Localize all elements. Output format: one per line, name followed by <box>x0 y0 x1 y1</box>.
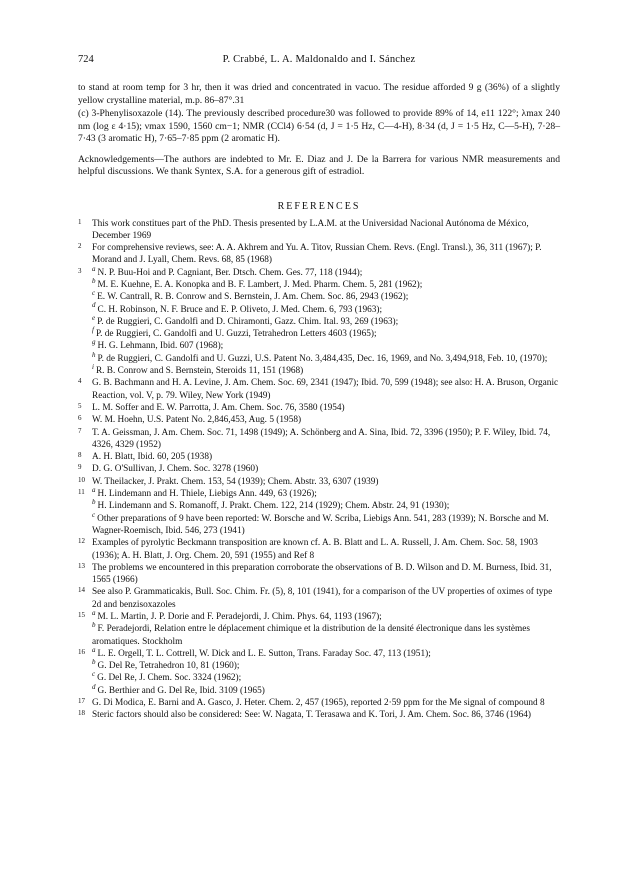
reference-text: M. E. Kuehne, E. A. Konopka and B. F. Lambert, J. Med. Pharm. Chem. 5, 281 (1962); <box>97 279 423 290</box>
reference-subitem-marker: a <box>92 645 96 654</box>
reference-number: 7 <box>78 426 82 435</box>
reference-text: P. de Ruggieri, C. Gandolfi and D. Chiramonti, Gazz. Chim. Ital. 93, 269 (1963); <box>97 316 399 327</box>
body-paragraph: to stand at room temp for 3 hr, then it was dried and concentrated in vacuo. The residue afforded 9 g (36%) of a slightly yellow crystalline material, m.p. 86–87°.31 <box>78 82 560 106</box>
reference-text: G. Del Re, J. Chem. Soc. 3324 (1962); <box>97 673 242 684</box>
reference-subitem <box>78 313 560 328</box>
reference-subitem <box>78 362 560 377</box>
reference-text: The problems we encountered in this preparation corroborate the observations of B. D. Wilson and D. M. Burness, Ibid. 31, 1565 (1966) <box>92 562 552 586</box>
reference-subitem-marker: g <box>92 338 96 347</box>
reference-text: G. B. Bachmann and H. A. Levine, J. Am. Chem. Soc. 69, 2341 (1947); Ibid. 70, 599 (1948); see also: H. A. Bruson, Organic Reaction, vol. V, p. 79. Wiley, New York (1949) <box>92 378 559 401</box>
reference-subitem-marker: a <box>92 485 96 494</box>
reference-text: H. Lindemann and H. Thiele, Liebigs Ann. 449, 63 (1926); <box>97 489 317 500</box>
reference-subitem-marker: b <box>92 658 96 667</box>
reference-number: 9 <box>78 463 82 472</box>
reference-item <box>78 476 560 488</box>
reference-subitem-marker: e <box>92 313 96 322</box>
reference-subitem <box>78 328 560 340</box>
reference-subitem <box>78 264 560 279</box>
reference-number: 2 <box>78 242 82 251</box>
reference-number: 11 <box>78 488 85 497</box>
reference-subitem-marker: i <box>92 362 94 371</box>
reference-subitem-marker: c <box>92 289 96 298</box>
reference-text: G. Del Re, Tetrahedron 10, 81 (1960); <box>97 661 240 672</box>
reference-number: 6 <box>78 414 82 423</box>
reference-text: Steric factors should also be considered: See: W. Nagata, T. Terasawa and K. Tori, J. Am. Chem. Soc. 86, 3746 (1964) <box>92 710 532 721</box>
reference-number: 10 <box>78 475 85 484</box>
references-list <box>78 218 560 722</box>
paper-page <box>78 54 560 722</box>
reference-text: H. Lindemann and S. Romanoff, J. Prakt. Chem. 122, 214 (1929); Chem. Abstr. 24, 91 (1930); <box>97 501 450 512</box>
reference-number: 18 <box>78 709 85 718</box>
page-number: 724 <box>78 54 94 65</box>
running-head <box>78 54 560 70</box>
reference-text: N. P. Buu-Hoi and P. Cagniant, Ber. Dtsch. Chem. Ges. 77, 118 (1944); <box>97 267 363 278</box>
reference-text: T. A. Geissman, J. Am. Chem. Soc. 71, 1498 (1949); A. Schönberg and A. Sina, Ibid. 72, 3396 (1950); P. F. Wiley, Ibid. 74, 4326, 4329 (1952) <box>92 427 551 450</box>
reference-item <box>78 463 560 475</box>
reference-number: 17 <box>78 697 85 706</box>
reference-item <box>78 414 560 426</box>
reference-text: L. E. Orgell, T. L. Cottrell, W. Dick and L. E. Sutton, Trans. Faraday Soc. 47, 113 (1951); <box>97 648 431 659</box>
reference-subitem-marker: c <box>92 670 96 679</box>
acknowledgements: Acknowledgements—The authors are indebted to Mr. E. Diaz and J. De la Barrera for various NMR measurements and helpful discussions. We thank Syntex, S.A. for a generous gift of estradiol. <box>78 153 560 177</box>
reference-text: L. M. Soffer and E. W. Parrotta, J. Am. Chem. Soc. 76, 3580 (1954) <box>92 402 345 413</box>
reference-subitem-marker: d <box>92 682 96 691</box>
reference-text: W. M. Hoehn, U.S. Patent No. 2,846,453, Aug. 5 (1958) <box>92 415 302 426</box>
reference-number: 15 <box>78 611 85 619</box>
reference-subitem <box>78 623 560 648</box>
reference-number: 1 <box>78 217 82 226</box>
reference-number: 4 <box>78 377 82 386</box>
body-paragraph: (c) 3-Phenylisoxazole (14). The previously described procedure30 was followed to provide 89% of 14, e11 122°; λmax 240 nm (log ε 4·15); νmax 1590, 1560 cm−1; NMR (CCl4) 6·54 (d, J = 1·5 Hz, C—4-H), 8·34 (d, J = 1·5 Hz, C—5-H), 7·28–7·43 (3 aromatic H), 7·65–7·85 ppm (2 aromatic H). <box>78 108 560 144</box>
reference-text: D. G. O'Sullivan, J. Chem. Soc. 3278 (1960) <box>92 464 259 475</box>
reference-text: For comprehensive reviews, see: A. A. Akhrem and Yu. A. Titov, Russian Chem. Revs. (Engl. Transl.), 36, 311 (1967); P. Morand and J. Lyall, Chem. Revs. 68, 85 (1968) <box>92 243 542 266</box>
reference-text: This work constitues part of the PhD. Thesis presented by L.A.M. at the Universidad Nacional Autónoma de México, December 1969 <box>92 218 529 241</box>
reference-text: G. Di Modica, E. Barni and A. Gasco, J. Heter. Chem. 2, 457 (1965), reported 2·59 ppm for the Me signal of compound 8 <box>92 698 545 709</box>
reference-text: W. Theilacker, J. Prakt. Chem. 153, 54 (1939); Chem. Abstr. 33, 6307 (1939) <box>92 476 379 487</box>
reference-number: 5 <box>78 401 82 410</box>
reference-text: F. Peradejordi, Relation entre le déplacement chimique et la distribution de la densité électronique dans les systèmes aromatiques. Stockholm <box>92 624 530 647</box>
reference-text: H. G. Lehmann, Ibid. 607 (1968); <box>97 341 224 352</box>
reference-subitem <box>78 485 560 500</box>
running-title: P. Crabbé, L. A. Maldonaldo and I. Sánchez <box>222 54 416 65</box>
reference-item <box>78 218 560 243</box>
reference-subitem <box>78 645 560 660</box>
reference-item <box>78 242 560 267</box>
reference-item <box>78 402 560 414</box>
reference-subitem-marker: b <box>92 276 96 285</box>
reference-number: 14 <box>78 586 85 595</box>
reference-subitem-marker: b <box>92 621 96 630</box>
reference-number: 3 <box>78 266 82 275</box>
reference-subitem-marker: a <box>92 264 96 273</box>
reference-subitem <box>78 672 560 684</box>
reference-text: A. H. Blatt, Ibid. 60, 205 (1938) <box>92 452 213 463</box>
reference-number: 12 <box>78 537 85 546</box>
reference-subitem <box>78 510 560 538</box>
references-heading: REFERENCES <box>277 200 361 212</box>
reference-number: 8 <box>78 451 82 460</box>
reference-subitem-marker: a <box>92 608 96 617</box>
reference-text: G. Berthier and G. Del Re, Ibid. 3109 (1965) <box>97 685 265 696</box>
reference-item <box>78 451 560 463</box>
reference-text: E. W. Cantrall, R. B. Conrow and S. Bernstein, J. Am. Chem. Soc. 86, 2943 (1962); <box>97 292 409 303</box>
reference-subitem <box>78 608 560 623</box>
reference-item <box>78 709 560 721</box>
reference-text: R. B. Conrow and S. Bernstein, Steroids 11, 151 (1968) <box>95 366 304 377</box>
reference-subitem-marker: f <box>92 326 94 335</box>
reference-subitem-marker: d <box>92 301 96 310</box>
reference-text: C. H. Robinson, N. F. Bruce and E. P. Oliveto, J. Med. Chem. 6, 793 (1963); <box>97 304 383 315</box>
reference-item <box>78 427 560 452</box>
reference-subitem <box>78 350 560 365</box>
reference-subitem <box>78 660 560 672</box>
reference-subitem <box>78 340 560 352</box>
reference-text: P. de Ruggieri, C. Gandolfi and U. Guzzi, Tetrahedron Letters 4603 (1965); <box>95 329 377 340</box>
reference-subitem-marker: h <box>92 350 96 359</box>
reference-item <box>78 562 560 587</box>
reference-subitem <box>78 500 560 512</box>
reference-subitem <box>78 291 560 303</box>
reference-text: Other preparations of 9 have been reported: W. Borsche and W. Scriba, Liebigs Ann. 541, 283 (1939); N. Borsche and M. Wagner-Roemisch, Ibid. 546, 273 (1941) <box>92 513 549 536</box>
reference-item <box>78 377 560 402</box>
reference-subitem <box>78 301 560 316</box>
reference-subitem-marker: c <box>92 510 96 519</box>
reference-number: 16 <box>78 647 85 656</box>
reference-text: P. de Ruggieri, C. Gandolfi and U. Guzzi, U.S. Patent No. 3,484,435, Dec. 16, 1969, and No. 3,494,918, Feb. 10, (1970); <box>97 353 548 364</box>
reference-subitem <box>78 276 560 291</box>
reference-text: See also P. Grammaticakis, Bull. Soc. Chim. Fr. (5), 8, 101 (1941), for a comparison of the UV properties of oximes of type 2d and benzisoxazoles <box>92 587 553 610</box>
body-text <box>78 82 560 146</box>
reference-subitem <box>78 682 560 697</box>
reference-item <box>78 537 560 562</box>
reference-text: M. L. Martin, J. P. Dorie and F. Peradejordi, J. Chim. Phys. 64, 1193 (1967); <box>97 612 382 622</box>
reference-item <box>78 697 560 709</box>
reference-subitem-marker: b <box>92 498 96 507</box>
reference-number: 13 <box>78 561 85 570</box>
reference-text: Examples of pyrolytic Beckmann transposition are known cf. A. B. Blatt and L. A. Russell, J. Am. Chem. Soc. 58, 1903 (1936); A. H. Blatt, J. Org. Chem. 20, 591 (1955) and Ref 8 <box>92 538 538 561</box>
reference-item <box>78 586 560 611</box>
